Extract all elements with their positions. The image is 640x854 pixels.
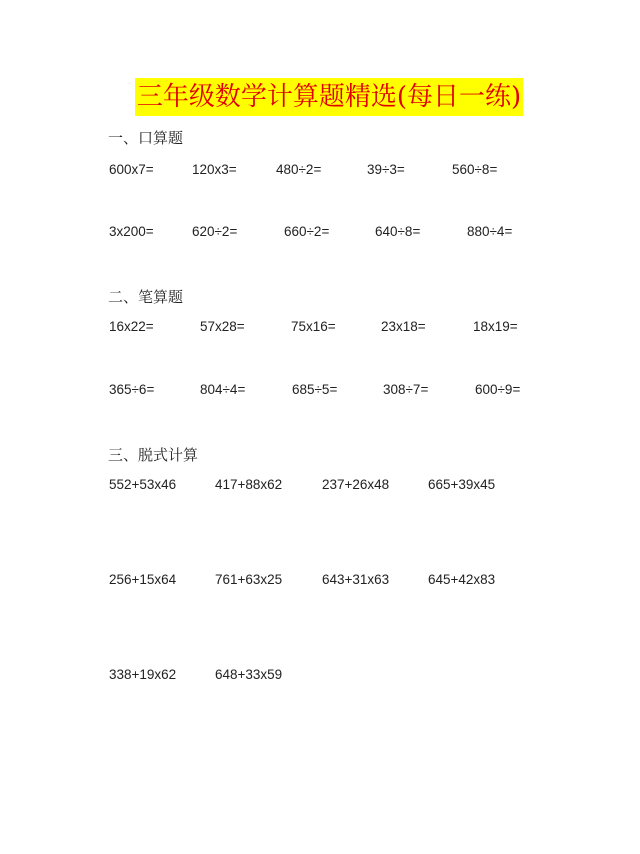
problem-row xyxy=(0,224,640,244)
problem: 365÷6= xyxy=(109,382,155,397)
problem: 338+19x62 xyxy=(109,667,177,682)
problem: 665+39x45 xyxy=(428,477,496,492)
problem: 39÷3= xyxy=(367,162,405,177)
problem: 57x28= xyxy=(200,319,245,334)
problem: 640÷8= xyxy=(375,224,421,239)
problem-row xyxy=(0,162,640,182)
problem-row xyxy=(0,572,640,592)
problem: 308÷7= xyxy=(383,382,429,397)
problem: 620÷2= xyxy=(192,224,238,239)
problem: 643+31x63 xyxy=(322,572,390,587)
problem-row xyxy=(0,382,640,402)
section-heading-written: 二、笔算题 xyxy=(108,288,184,306)
problem: 560÷8= xyxy=(452,162,498,177)
problem: 685÷5= xyxy=(292,382,338,397)
problem: 552+53x46 xyxy=(109,477,177,492)
problem: 480÷2= xyxy=(276,162,322,177)
problem: 3x200= xyxy=(109,224,154,239)
problem: 237+26x48 xyxy=(322,477,390,492)
problem: 120x3= xyxy=(192,162,237,177)
problem: 648+33x59 xyxy=(215,667,283,682)
problem: 23x18= xyxy=(381,319,426,334)
problem: 645+42x83 xyxy=(428,572,496,587)
section-heading-oral: 一、口算题 xyxy=(108,129,184,147)
problem-row xyxy=(0,667,640,687)
problem: 417+88x62 xyxy=(215,477,283,492)
problem: 256+15x64 xyxy=(109,572,177,587)
problem: 660÷2= xyxy=(284,224,330,239)
section-heading-stepwise: 三、脱式计算 xyxy=(108,446,199,464)
problem-row xyxy=(0,319,640,339)
problem-row xyxy=(0,477,640,497)
problem: 804÷4= xyxy=(200,382,246,397)
problem: 600÷9= xyxy=(475,382,521,397)
page-title: 三年级数学计算题精选(每日一练) xyxy=(135,78,523,116)
problem: 761+63x25 xyxy=(215,572,283,587)
problem: 600x7= xyxy=(109,162,154,177)
problem: 880÷4= xyxy=(467,224,513,239)
problem: 18x19= xyxy=(473,319,518,334)
problem: 75x16= xyxy=(291,319,336,334)
problem: 16x22= xyxy=(109,319,154,334)
